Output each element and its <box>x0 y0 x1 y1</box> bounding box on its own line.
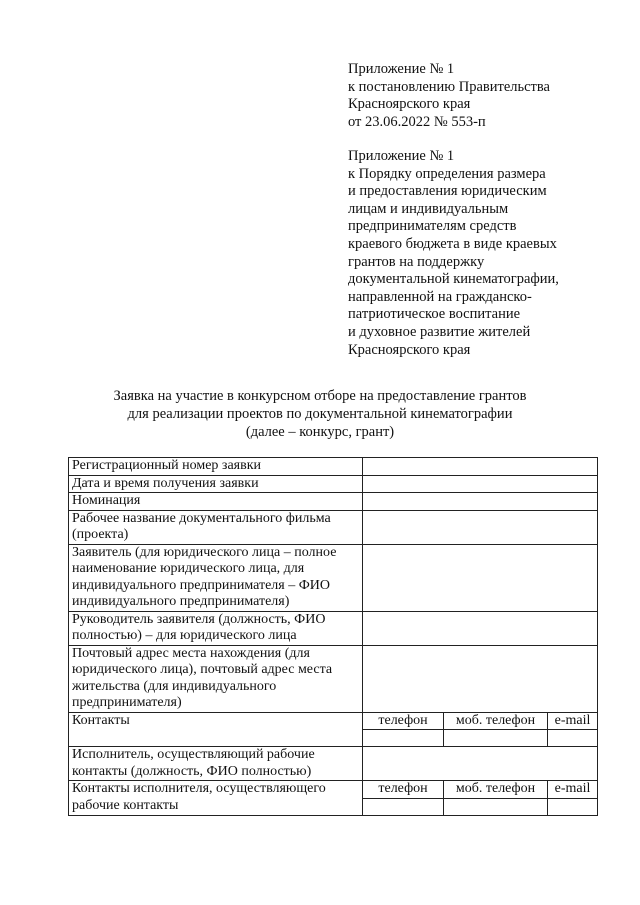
appendix-line: к постановлению Правительства <box>348 78 550 95</box>
appendix-line: и духовное развитие жителей <box>348 323 531 340</box>
column-header-phone: телефон <box>363 712 444 730</box>
table-row <box>69 645 598 712</box>
appendix-line: Приложение № 1 <box>348 61 455 77</box>
row-label-received-datetime: Дата и время получения заявки <box>69 475 363 493</box>
appendix-line: документальной кинематографии, <box>348 271 559 288</box>
appendix-line: патриотическое воспитание <box>348 306 521 323</box>
field-postal-address[interactable] <box>363 645 598 712</box>
title-line: Заявка на участие в конкурсном отборе на предоставление грантов <box>113 388 527 404</box>
row-label-applicant-head: Руководитель заявителя (должность, ФИО полностью) – для юридического лица <box>69 611 363 645</box>
row-label-registration-number: Регистрационный номер заявки <box>69 458 363 476</box>
column-header-phone: телефон <box>363 781 444 799</box>
document-title <box>0 387 640 441</box>
field-registration-number[interactable] <box>363 458 598 476</box>
table-row <box>69 475 598 493</box>
appendix-block-government-decree <box>348 61 628 131</box>
column-header-mobile: моб. телефон <box>444 781 548 799</box>
column-header-mobile: моб. телефон <box>444 712 548 730</box>
field-nomination[interactable] <box>363 493 598 511</box>
title-line: (далее – конкурс, грант) <box>245 424 395 440</box>
field-applicant-head[interactable] <box>363 611 598 645</box>
table-row <box>69 544 598 611</box>
field-executor[interactable] <box>363 747 598 781</box>
field-contacts-email[interactable] <box>548 730 598 747</box>
table-row <box>69 611 598 645</box>
appendix-block-procedure <box>348 148 628 359</box>
appendix-line: к Порядку определения размера <box>348 165 546 182</box>
field-executor-contacts-phone[interactable] <box>363 798 444 815</box>
column-header-email: e-mail <box>548 781 598 799</box>
row-label-executor: Исполнитель, осуществляющий рабочие контакты (должность, ФИО полностью) <box>69 747 363 781</box>
field-contacts-phone[interactable] <box>363 730 444 747</box>
appendix-line: от 23.06.2022 № 553-п <box>348 113 486 130</box>
field-applicant[interactable] <box>363 544 598 611</box>
appendix-line: и предоставления юридическим <box>348 183 547 200</box>
row-label-contacts: Контакты <box>69 712 363 747</box>
appendix-line: лицам и индивидуальным <box>348 200 509 217</box>
appendix-line: Красноярского края <box>348 341 471 358</box>
row-label-applicant: Заявитель (для юридического лица – полное наименование юридического лица, для индивидуального предпринимателя – ФИО индивидуального предпринимателя) <box>69 544 363 611</box>
application-form-table <box>68 457 598 816</box>
row-label-executor-contacts: Контакты исполнителя, осуществляющего рабочие контакты <box>69 781 363 816</box>
field-executor-contacts-mobile[interactable] <box>444 798 548 815</box>
title-line: для реализации проектов по документальной кинематографии <box>127 406 513 422</box>
table-row <box>69 510 598 544</box>
field-film-title[interactable] <box>363 510 598 544</box>
appendix-line: краевого бюджета в виде краевых <box>348 235 557 252</box>
table-row <box>69 458 598 476</box>
appendix-line: Красноярского края <box>348 96 471 113</box>
row-label-nomination: Номинация <box>69 493 363 511</box>
appendix-line: направленной на гражданско- <box>348 288 532 305</box>
table-row <box>69 781 598 799</box>
table-row <box>69 712 598 730</box>
appendix-line: грантов на поддержку <box>348 253 485 270</box>
row-label-film-title: Рабочее название документального фильма (проекта) <box>69 510 363 544</box>
table-row <box>69 493 598 511</box>
column-header-email: e-mail <box>548 712 598 730</box>
table-row <box>69 747 598 781</box>
appendix-line: Приложение № 1 <box>348 148 455 164</box>
appendix-line: предпринимателям средств <box>348 218 517 235</box>
field-executor-contacts-email[interactable] <box>548 798 598 815</box>
field-received-datetime[interactable] <box>363 475 598 493</box>
row-label-postal-address: Почтовый адрес места нахождения (для юридического лица), почтовый адрес места жительства (для индивидуального предпринимателя) <box>69 645 363 712</box>
field-contacts-mobile[interactable] <box>444 730 548 747</box>
